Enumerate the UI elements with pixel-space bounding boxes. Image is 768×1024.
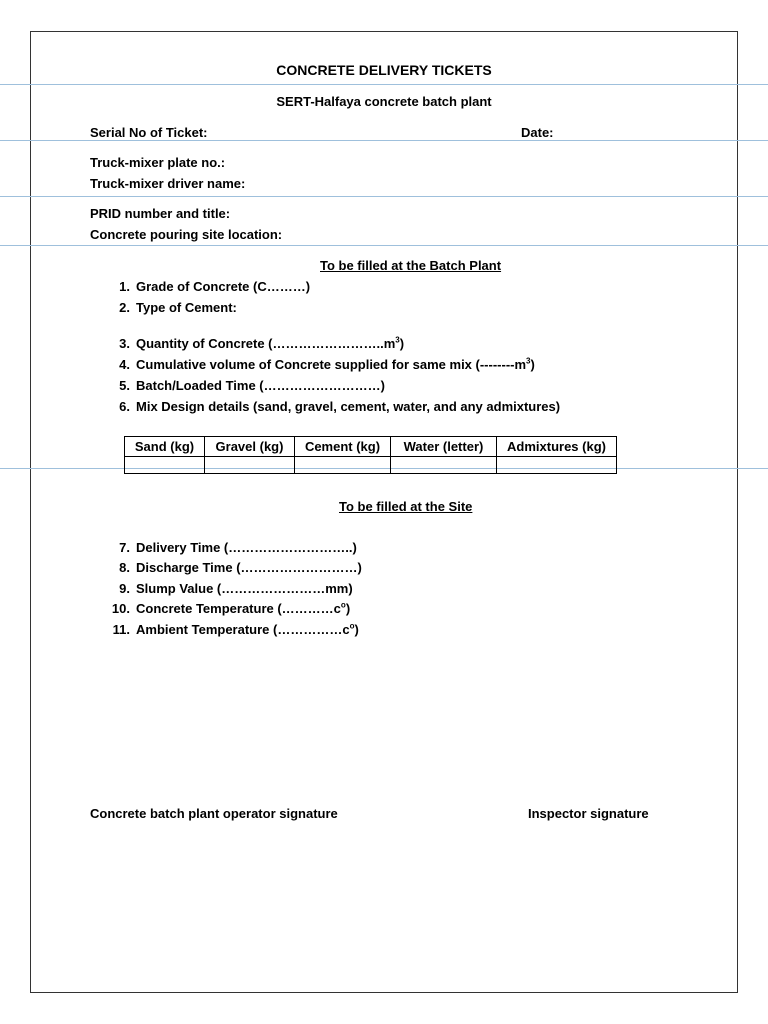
item-number: 7.: [119, 540, 130, 555]
date-label: Date:: [521, 125, 554, 140]
batch-item: [108, 378, 385, 394]
table-header-cell: Sand (kg): [125, 437, 205, 457]
site-item: [108, 601, 350, 617]
item-number: 6.: [119, 399, 130, 414]
driver-name-label: Truck-mixer driver name:: [90, 176, 246, 191]
item-text: Slump Value (……………………mm): [136, 581, 353, 596]
item-number: 4.: [119, 357, 130, 372]
document-title: CONCRETE DELIVERY TICKETS: [276, 62, 492, 78]
document-subtitle: SERT-Halfaya concrete batch plant: [276, 94, 492, 109]
item-number: 2.: [119, 300, 130, 315]
serial-number-label: Serial No of Ticket:: [90, 125, 208, 140]
item-number: 5.: [119, 378, 130, 393]
table-header-cell: Gravel (kg): [205, 437, 295, 457]
item-number: 8.: [119, 560, 130, 575]
superscript: 3: [395, 335, 400, 345]
item-text: Ambient Temperature (……………c: [136, 622, 350, 637]
site-item: [108, 540, 357, 556]
item-text: Concrete Temperature (…………c: [136, 601, 341, 616]
site-location-label: Concrete pouring site location:: [90, 227, 283, 242]
divider-line: [0, 245, 768, 246]
item-text: Discharge Time (………………………): [136, 560, 362, 575]
truck-plate-label: Truck-mixer plate no.:: [90, 155, 226, 170]
table-cell[interactable]: [497, 457, 617, 474]
mix-design-table: [124, 436, 617, 474]
table-cell[interactable]: [125, 457, 205, 474]
table-header-row: [125, 437, 617, 457]
site-item: [108, 581, 353, 597]
site-item: [108, 622, 359, 638]
item-tail: ): [354, 622, 359, 637]
item-tail: ): [345, 601, 351, 616]
table-row: [125, 457, 617, 474]
table-cell[interactable]: [295, 457, 391, 474]
table-header-cell: Cement (kg): [295, 437, 391, 457]
batch-plant-heading: To be filled at the Batch Plant: [320, 258, 502, 273]
item-text: Batch/Loaded Time (………………………): [136, 378, 385, 393]
batch-item: [108, 399, 560, 415]
item-number: 10.: [111, 601, 130, 616]
table-header-cell: Admixtures (kg): [497, 437, 617, 457]
item-text: Type of Cement:: [136, 300, 237, 315]
batch-item: [108, 357, 535, 373]
superscript: 3: [526, 356, 531, 366]
table-header-cell: Water (letter): [391, 437, 497, 457]
batch-item: [108, 336, 404, 352]
inspector-signature-label: Inspector signature: [528, 806, 649, 821]
item-text: Delivery Time (………………………..): [136, 540, 357, 555]
item-number: 3.: [119, 336, 130, 351]
site-item: [108, 560, 362, 576]
divider-line: [0, 196, 768, 197]
item-text: Cumulative volume of Concrete supplied for same mix (--------m: [136, 357, 527, 372]
item-number: 11.: [112, 622, 130, 637]
item-text: Mix Design details (sand, gravel, cement, water, and any admixtures): [136, 399, 561, 414]
site-heading: To be filled at the Site: [339, 499, 473, 514]
superscript: o: [349, 621, 355, 631]
prid-label: PRID number and title:: [90, 206, 231, 221]
item-tail: ): [530, 357, 535, 372]
item-text: Quantity of Concrete (……………………..m: [136, 336, 396, 351]
table-cell[interactable]: [391, 457, 497, 474]
divider-line: [0, 84, 768, 85]
batch-item: [108, 300, 237, 316]
batch-item: [108, 279, 310, 295]
item-tail: ): [399, 336, 405, 351]
operator-signature-label: Concrete batch plant operator signature: [90, 806, 338, 821]
item-number: 1.: [119, 279, 130, 294]
superscript: o: [340, 600, 346, 610]
item-text: Grade of Concrete (C………): [136, 279, 311, 294]
item-number: 9.: [119, 581, 130, 596]
table-cell[interactable]: [205, 457, 295, 474]
